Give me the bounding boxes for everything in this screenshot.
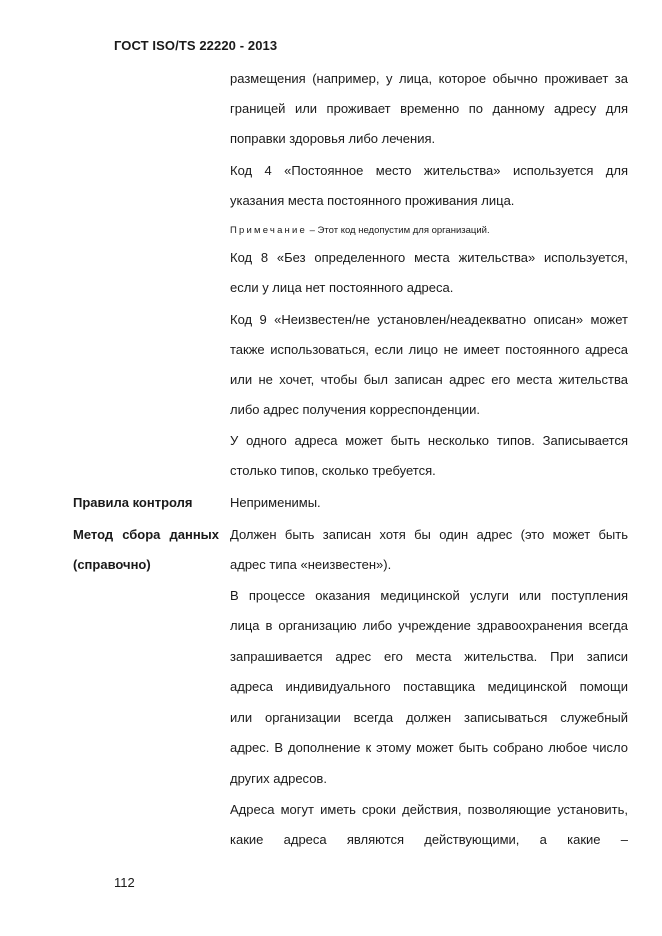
page-number: 112 xyxy=(114,875,135,890)
body-line: какие адреса являются действующими, а какие – xyxy=(230,832,628,847)
label-control-rules: Правила контроля xyxy=(73,495,193,510)
body-line: запрашивается адрес его места жительства. При записи xyxy=(230,649,628,664)
label-collection-method: Метод сбора данных xyxy=(73,527,219,542)
body-line: Код 4 «Постоянное место жительства» используется для xyxy=(230,163,628,178)
body-line: границей или проживает временно по данному адресу для xyxy=(230,101,628,116)
body-line: если у лица нет постоянного адреса. xyxy=(230,280,454,295)
body-line: или не хочет, чтобы был записан адрес его места жительства xyxy=(230,372,628,387)
body-line: также использоваться, если лицо не имеет постоянного адреса xyxy=(230,342,628,357)
label-reference: (справочно) xyxy=(73,557,151,572)
body-line: поправки здоровья либо лечения. xyxy=(230,131,436,146)
note-text: – Этот код недопустим для организаций. xyxy=(307,225,490,236)
page-header-standard: ГОСТ ISO/TS 22220 - 2013 xyxy=(114,38,278,53)
body-line: адреса индивидуального поставщика медицинской помощи xyxy=(230,679,628,694)
body-line: лица в организацию либо учреждение здравоохранения всегда xyxy=(230,618,628,633)
note-line xyxy=(230,222,628,239)
body-line: У одного адреса может быть несколько типов. Записывается xyxy=(230,433,628,448)
body-line: Неприменимы. xyxy=(230,495,321,510)
body-line: Адреса могут иметь сроки действия, позволяющие установить, xyxy=(230,802,628,817)
body-line: указания места постоянного проживания лица. xyxy=(230,193,515,208)
body-line: Должен быть записан хотя бы один адрес (это может быть xyxy=(230,527,628,542)
body-line: размещения (например, у лица, которое обычно проживает за xyxy=(230,71,628,86)
body-line: В процессе оказания медицинской услуги или поступления xyxy=(230,588,628,603)
body-line: или организации всегда должен записываться служебный xyxy=(230,710,628,725)
body-line: адрес. В дополнение к этому может быть собрано любое число xyxy=(230,740,628,755)
body-line: столько типов, сколько требуется. xyxy=(230,463,436,478)
body-line: либо адрес получения корреспонденции. xyxy=(230,402,480,417)
body-line: Код 9 «Неизвестен/не установлен/неадекватно описан» может xyxy=(230,312,628,327)
body-line: других адресов. xyxy=(230,771,327,786)
note-label: Примечание xyxy=(230,225,307,236)
body-line: адрес типа «неизвестен»). xyxy=(230,557,392,572)
body-line: Код 8 «Без определенного места жительства» используется, xyxy=(230,250,628,265)
